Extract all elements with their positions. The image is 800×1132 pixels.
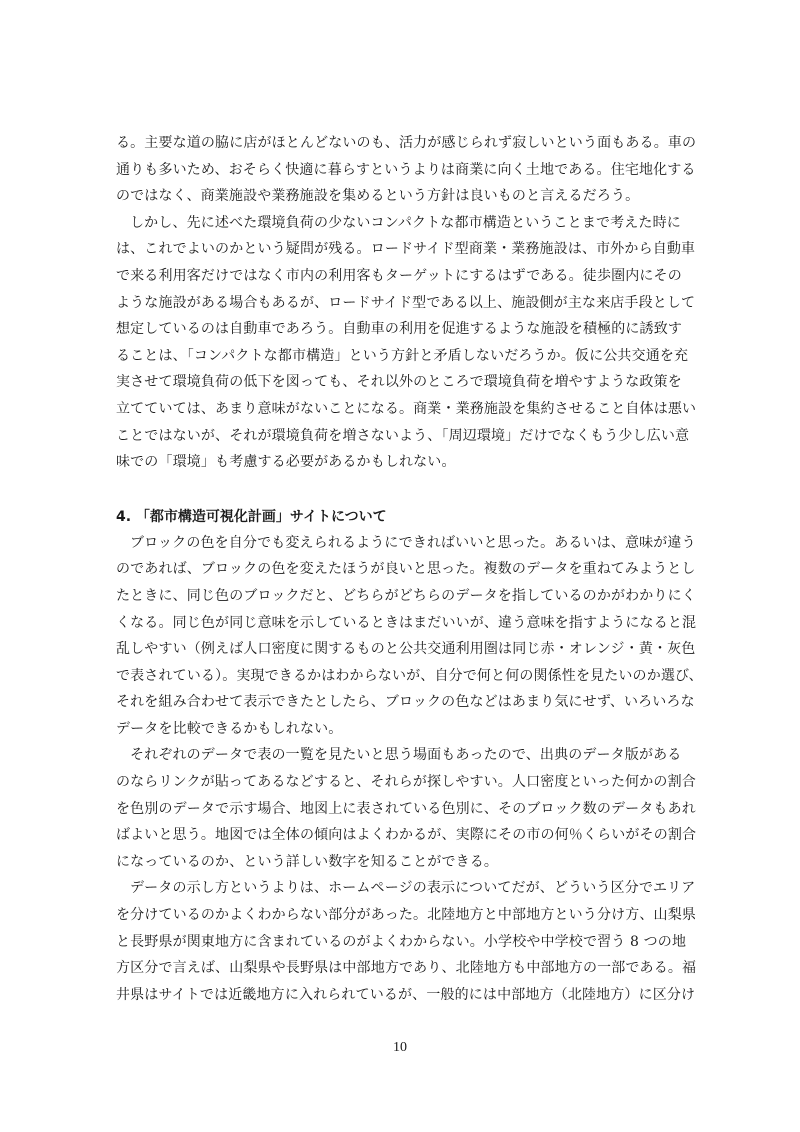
text-line: 通りも多いため、おそらく快適に暮らすというよりは商業に向く土地である。住宅地化する xyxy=(116,161,696,178)
text-line: 乱しやすい（例えば人口密度に関するものと公共交通利用圏は同じ赤・オレンジ・黄・灰色 xyxy=(116,641,696,658)
paragraph xyxy=(116,210,697,476)
text-line: ることは、「コンパクトな都市構造」という方針と矛盾しないだろうか。仮に公共交通を充 xyxy=(116,347,689,364)
text-line: は、これでよいのかという疑問が残る。ロードサイド型商業・業務施設は、市外から自動車 xyxy=(116,241,696,258)
text-line: しかし、先に述べた環境負荷の少ないコンパクトな都市構造ということまで考えた時に xyxy=(130,214,681,231)
text-line: になっているのか、という詳しい数字を知ることができる。 xyxy=(116,853,499,870)
text-line: を色別のデータで示す場合、地図上に表されている色別に、そのブロック数のデータもあれ xyxy=(116,800,696,817)
text-line: 実させて環境負荷の低下を図っても、それ以外のところで環境負荷を増やすような政策を xyxy=(116,374,682,391)
text-line: データを比較できるかもしれない。 xyxy=(116,720,343,737)
text-line: る。主要な道の脇に店がほとんどないのも、活力が感じられず寂しいという面もある。車の xyxy=(116,135,697,151)
text-line: それを組み合わせて表示できたとしたら、ブロックの色などはあまり気にせず、いろいろな xyxy=(116,694,695,711)
document-body xyxy=(116,130,703,1008)
section-4-body xyxy=(116,530,703,1009)
text-line: ブロックの色を自分でも変えられるようにできればいいと思った。あるいは、意味が違う xyxy=(130,534,696,551)
section-3-continuation xyxy=(116,130,697,476)
text-line: 井県はサイトでは近畿地方に入れられているが、一般的には中部地方（北陸地方）に区分け xyxy=(116,986,696,1003)
text-line: 想定しているのは自動車であろう。自動車の利用を促進するような施設を積極的に誘致す xyxy=(116,321,682,338)
text-line: データの示し方というよりは、ホームページの表示についてだが、どういう区分でエリア xyxy=(130,880,696,897)
text-line: くなる。同じ色が同じ意味を示しているときはまだいいが、違う意味を指すようになると混 xyxy=(116,614,697,631)
text-line: と長野県が関東地方に含まれているのがよくわからない。小学校や中学校で習う 8 つの地 xyxy=(116,933,687,950)
paragraph xyxy=(116,530,703,743)
paragraph xyxy=(116,130,697,210)
paragraph xyxy=(116,875,697,1008)
text-line: で表されている）。実現できるかはわからないが、自分で何と何の関係性を見たいのか選び、 xyxy=(116,667,703,684)
text-line: 味での「環境」も考慮する必要があるかもしれない。 xyxy=(116,454,456,471)
section-heading: 4. 「都市構造可視化計画」サイトについて xyxy=(116,508,387,525)
text-line: のではなく、商業施設や業務施設を集めるという方針は良いものと言えるだろう。 xyxy=(116,188,640,205)
text-line: のならリンクが貼ってあるなどすると、それらが探しやすい。人口密度といった何かの割合 xyxy=(116,774,696,791)
text-line: 方区分で言えば、山梨県や長野県は中部地方であり、北陸地方も中部地方の一部である。福 xyxy=(116,960,697,977)
paragraph xyxy=(116,742,697,875)
text-line: それぞれのデータで表の一覧を見たいと思う場面もあったので、出典のデータ版がある xyxy=(130,747,682,764)
text-line: 立てていては、あまり意味がないことになる。商業・業務施設を集約させること自体は悪い xyxy=(116,400,697,417)
text-line: で来る利用客だけではなく市内の利用客もターゲットにするはずである。徒歩圏内にその xyxy=(116,267,682,284)
text-line: ような施設がある場合もあるが、ロードサイド型である以上、施設側が主な来店手段として xyxy=(116,294,696,311)
text-line: ことではないが、それが環境負荷を増さないよう、「周辺環境」だけでなくもう少し広い意 xyxy=(116,427,690,444)
text-line: のであれば、ブロックの色を変えたほうが良いと思った。複数のデータを重ねてみようとし xyxy=(116,561,696,578)
text-line: を分けているのかよくわからない部分があった。北陸地方と中部地方という分け方、山梨県 xyxy=(116,907,697,924)
text-line: たときに、同じ色のブロックだと、どちらがどちらのデータを指しているのかがわかりにく xyxy=(116,587,696,604)
page-number: 10 xyxy=(393,1040,407,1055)
text-line: ばよいと思う。地図では全体の傾向はよくわかるが、実際にその市の何％くらいがその割合 xyxy=(116,827,697,844)
